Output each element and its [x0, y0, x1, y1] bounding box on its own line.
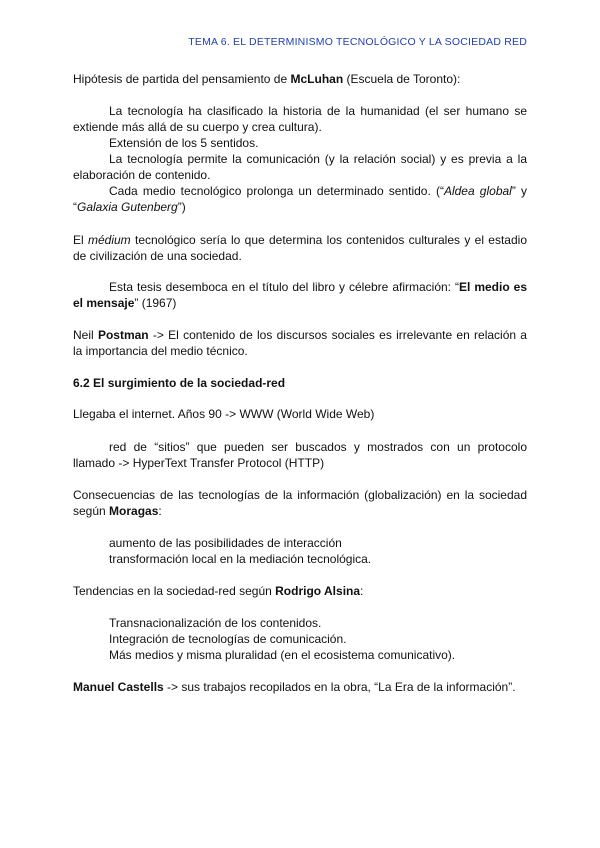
paragraph-medium-sense: Cada medio tecnológico prolonga un determinado sentido. (“Aldea global” y “Galaxia Gutenberg”) [73, 184, 527, 214]
paragraph-internet: Llegaba el internet. Años 90 -> WWW (World Wide Web) [73, 407, 375, 421]
paragraph-castells: Manuel Castells -> sus trabajos recopilados en la obra, “La Era de la información”. [73, 680, 516, 694]
intro-paragraph: Hipótesis de partida del pensamiento de McLuhan (Escuela de Toronto): [73, 72, 461, 86]
paragraph-senses: Extensión de los 5 sentidos. [109, 136, 259, 150]
paragraph-postman: Neil Postman -> El contenido de los discursos sociales es irrelevante en relación a la importancia del medio técnico. [73, 328, 527, 358]
paragraph-thesis: Esta tesis desemboca en el título del libro y célebre afirmación: “El medio es el mensaje” (1967) [73, 280, 527, 310]
list-item: Transnacionalización de los contenidos. [109, 616, 322, 630]
paragraph-alsina: Tendencias en la sociedad-red según Rodrigo Alsina: [73, 584, 364, 598]
section-heading: 6.2 El surgimiento de la sociedad-red [73, 376, 286, 390]
mcluhan-name: McLuhan [290, 72, 344, 86]
page-header: TEMA 6. EL DETERMINISMO TECNOLÓGICO Y LA SOCIEDAD RED [188, 36, 527, 48]
paragraph-history: La tecnología ha clasificado la historia de la humanidad (el ser humano se extiende más allá de su cuerpo y crea cultura). [73, 104, 527, 134]
paragraph-moragas: Consecuencias de las tecnologías de la información (globalización) en la sociedad según Moragas: [73, 488, 527, 518]
list-item: Integración de tecnologías de comunicación. [109, 632, 347, 646]
paragraph-communication: La tecnología permite la comunicación (y la relación social) y es previa a la elaboración de contenido. [73, 152, 527, 182]
paragraph-medium: El médium tecnológico sería lo que determina los contenidos culturales y el estadio de civilización de una sociedad. [73, 233, 527, 263]
list-item: aumento de las posibilidades de interacción [109, 536, 342, 550]
list-item: transformación local en la mediación tecnológica. [109, 552, 372, 566]
list-item: Más medios y misma pluralidad (en el ecosistema comunicativo). [109, 648, 456, 662]
paragraph-web-sites: red de “sitios” que pueden ser buscados y mostrados con un protocolo llamado -> HyperText Transfer Protocol (HTTP) [73, 440, 527, 470]
